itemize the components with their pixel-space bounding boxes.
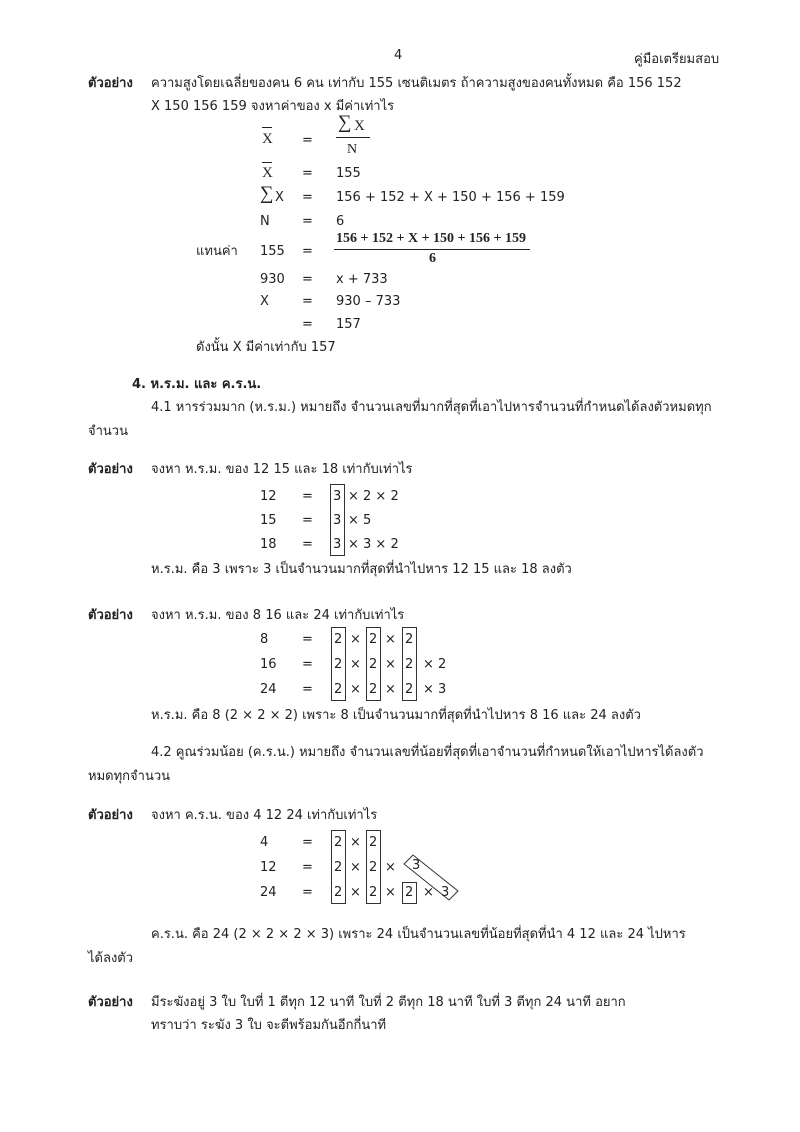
definition-text: 4.1 หารร่วมมาก (ห.ร.ม.) หมายถึง จำนวนเลขที่มากที่สุดที่เอาไปหารจำนวนที่กำหนดได้ลงตัวหมดทุก (151, 400, 712, 415)
number-label: 16 (260, 657, 277, 672)
example-question: จงหา ห.ร.ม. ของ 12 15 และ 18 เท่ากับเท่าไร (151, 462, 413, 477)
definition-text: หมดทุกจำนวน (88, 769, 171, 784)
substitute-label: แทนค่า (196, 244, 238, 259)
example-text: มีระฆังอยู่ 3 ใบ ใบที่ 1 ตีทุก 12 นาที ใบที่ 2 ตีทุก 18 นาที ใบที่ 3 ตีทุก 24 นาที อยาก (151, 995, 626, 1010)
answer-text: ได้ลงตัว (88, 951, 134, 966)
boxed-factor: 2 (405, 657, 414, 672)
boxed-factor: 2 (405, 632, 414, 647)
equals-sign: = (302, 632, 313, 647)
boxed-factor: 2 (405, 885, 414, 900)
remaining-factors: × 2 (423, 657, 447, 672)
bar-over-x (262, 127, 272, 128)
sum-variable: X (275, 190, 284, 205)
page-number: 4 (394, 48, 403, 63)
times-sign: × (385, 860, 396, 875)
factor-three: 3 (441, 885, 450, 900)
times-sign: × (423, 885, 434, 900)
times-sign: × (350, 885, 361, 900)
equals-sign: = (302, 272, 313, 287)
number-label: 12 (260, 860, 277, 875)
times-sign: × (385, 682, 396, 697)
mean-value: 155 (336, 166, 361, 181)
boxed-factor: 3 (333, 513, 342, 528)
times-sign: × (350, 657, 361, 672)
definition-text: 4.2 คูณร่วมน้อย (ค.ร.น.) หมายถึง จำนวนเลขที่น้อยที่สุดที่เอาจำนวนที่กำหนดให้เอาไปหารได้ลงตัว (151, 745, 704, 760)
example-text: ความสูงโดยเฉลี่ยของคน 6 คน เท่ากับ 155 เซนติเมตร ถ้าความสูงของคนทั้งหมด คือ 156 152 (151, 76, 682, 91)
times-sign: × (350, 835, 361, 850)
boxed-factor: 3 (333, 537, 342, 552)
sum-variable: X (354, 118, 365, 134)
boxed-factor: 3 (333, 489, 342, 504)
number-label: 15 (260, 513, 277, 528)
number-label: 18 (260, 537, 277, 552)
equals-sign: = (302, 166, 313, 181)
equals-sign: = (302, 190, 313, 205)
remaining-factors: × 5 (348, 513, 372, 528)
factor-three: 3 (412, 858, 421, 873)
times-sign: × (385, 657, 396, 672)
step-rhs: 930 – 733 (336, 294, 401, 309)
boxed-factor: 2 (334, 657, 343, 672)
equals-sign: = (302, 294, 313, 309)
remaining-factors: × 2 × 2 (348, 489, 399, 504)
example-label: ตัวอย่าง (88, 808, 133, 823)
fraction-bar (336, 137, 370, 138)
sum-expression: 156 + 152 + X + 150 + 156 + 159 (336, 190, 565, 205)
boxed-factor: 2 (334, 632, 343, 647)
equals-sign: = (302, 885, 313, 900)
remaining-factors: × 3 × 2 (348, 537, 399, 552)
times-sign: × (350, 860, 361, 875)
fraction-denominator: N (347, 142, 358, 157)
boxed-factor: 2 (405, 682, 414, 697)
times-sign: × (350, 682, 361, 697)
number-label: 12 (260, 489, 277, 504)
section-heading: 4. ห.ร.ม. และ ค.ร.น. (132, 377, 262, 392)
answer-text: ห.ร.ม. คือ 3 เพราะ 3 เป็นจำนวนมากที่สุดที่นำไปหาร 12 15 และ 18 ลงตัว (151, 562, 572, 577)
example-label: ตัวอย่าง (88, 608, 133, 623)
equals-sign: = (302, 835, 313, 850)
boxed-factor: 2 (334, 835, 343, 850)
boxed-factor: 2 (334, 885, 343, 900)
equals-sign: = (302, 133, 313, 148)
sum-symbol: ∑ (338, 112, 352, 133)
equals-sign: = (302, 214, 313, 229)
example-question: จงหา ห.ร.ม. ของ 8 16 และ 24 เท่ากับเท่าไร (151, 608, 405, 623)
lhs-value: 155 (260, 244, 285, 259)
bar-over-x (262, 162, 272, 163)
equals-sign: = (302, 682, 313, 697)
equals-sign: = (302, 317, 313, 332)
step-lhs: 930 (260, 272, 285, 287)
times-sign: × (385, 632, 396, 647)
n-label: N (260, 214, 270, 229)
boxed-factor: 2 (334, 682, 343, 697)
number-label: 24 (260, 682, 277, 697)
n-value: 6 (336, 214, 345, 229)
step-rhs: x + 733 (336, 272, 388, 287)
boxed-factor: 2 (369, 657, 378, 672)
boxed-factor: 2 (369, 835, 378, 850)
equals-sign: = (302, 244, 313, 259)
book-title: คู่มือเตรียมสอบ (634, 52, 720, 67)
boxed-factor: 2 (369, 885, 378, 900)
number-label: 8 (260, 632, 269, 647)
equals-sign: = (302, 860, 313, 875)
equals-sign: = (302, 657, 313, 672)
answer-text: ห.ร.ม. คือ 8 (2 × 2 × 2) เพราะ 8 เป็นจำนวนมากที่สุดที่นำไปหาร 8 16 และ 24 ลงตัว (151, 708, 641, 723)
equals-sign: = (302, 489, 313, 504)
example-label: ตัวอย่าง (88, 76, 133, 91)
fraction-denominator: 6 (429, 251, 436, 266)
definition-text: จำนวน (88, 424, 128, 439)
number-label: 24 (260, 885, 277, 900)
boxed-factor: 2 (369, 632, 378, 647)
equals-sign: = (302, 537, 313, 552)
example-question: จงหา ค.ร.น. ของ 4 12 24 เท่ากับเท่าไร (151, 808, 378, 823)
example-label: ตัวอย่าง (88, 462, 133, 477)
step-rhs: 157 (336, 317, 361, 332)
boxed-factor: 2 (334, 860, 343, 875)
sum-symbol: ∑ (260, 183, 274, 204)
times-sign: × (385, 885, 396, 900)
equals-sign: = (302, 513, 313, 528)
boxed-factor: 2 (369, 682, 378, 697)
fraction-numerator: 156 + 152 + X + 150 + 156 + 159 (336, 231, 526, 246)
example-text: X 150 156 159 จงหาค่าของ x มีค่าเท่าไร (151, 99, 395, 114)
x-bar-symbol: X (262, 131, 273, 147)
example-text: ทราบว่า ระฆัง 3 ใบ จะตีพร้อมกันอีกกี่นาที (151, 1018, 387, 1033)
times-sign: × (350, 632, 361, 647)
example-label: ตัวอย่าง (88, 995, 133, 1010)
x-bar-symbol: X (262, 165, 273, 181)
conclusion: ดังนั้น X มีค่าเท่ากับ 157 (196, 340, 336, 355)
step-lhs: X (260, 294, 269, 309)
answer-text: ค.ร.น. คือ 24 (2 × 2 × 2 × 3) เพราะ 24 เป็นจำนวนเลขที่น้อยที่สุดที่นำ 4 12 และ 24 ไปหาร (151, 927, 686, 942)
remaining-factors: × 3 (423, 682, 447, 697)
number-label: 4 (260, 835, 269, 850)
boxed-factor: 2 (369, 860, 378, 875)
fraction-bar (334, 249, 530, 250)
